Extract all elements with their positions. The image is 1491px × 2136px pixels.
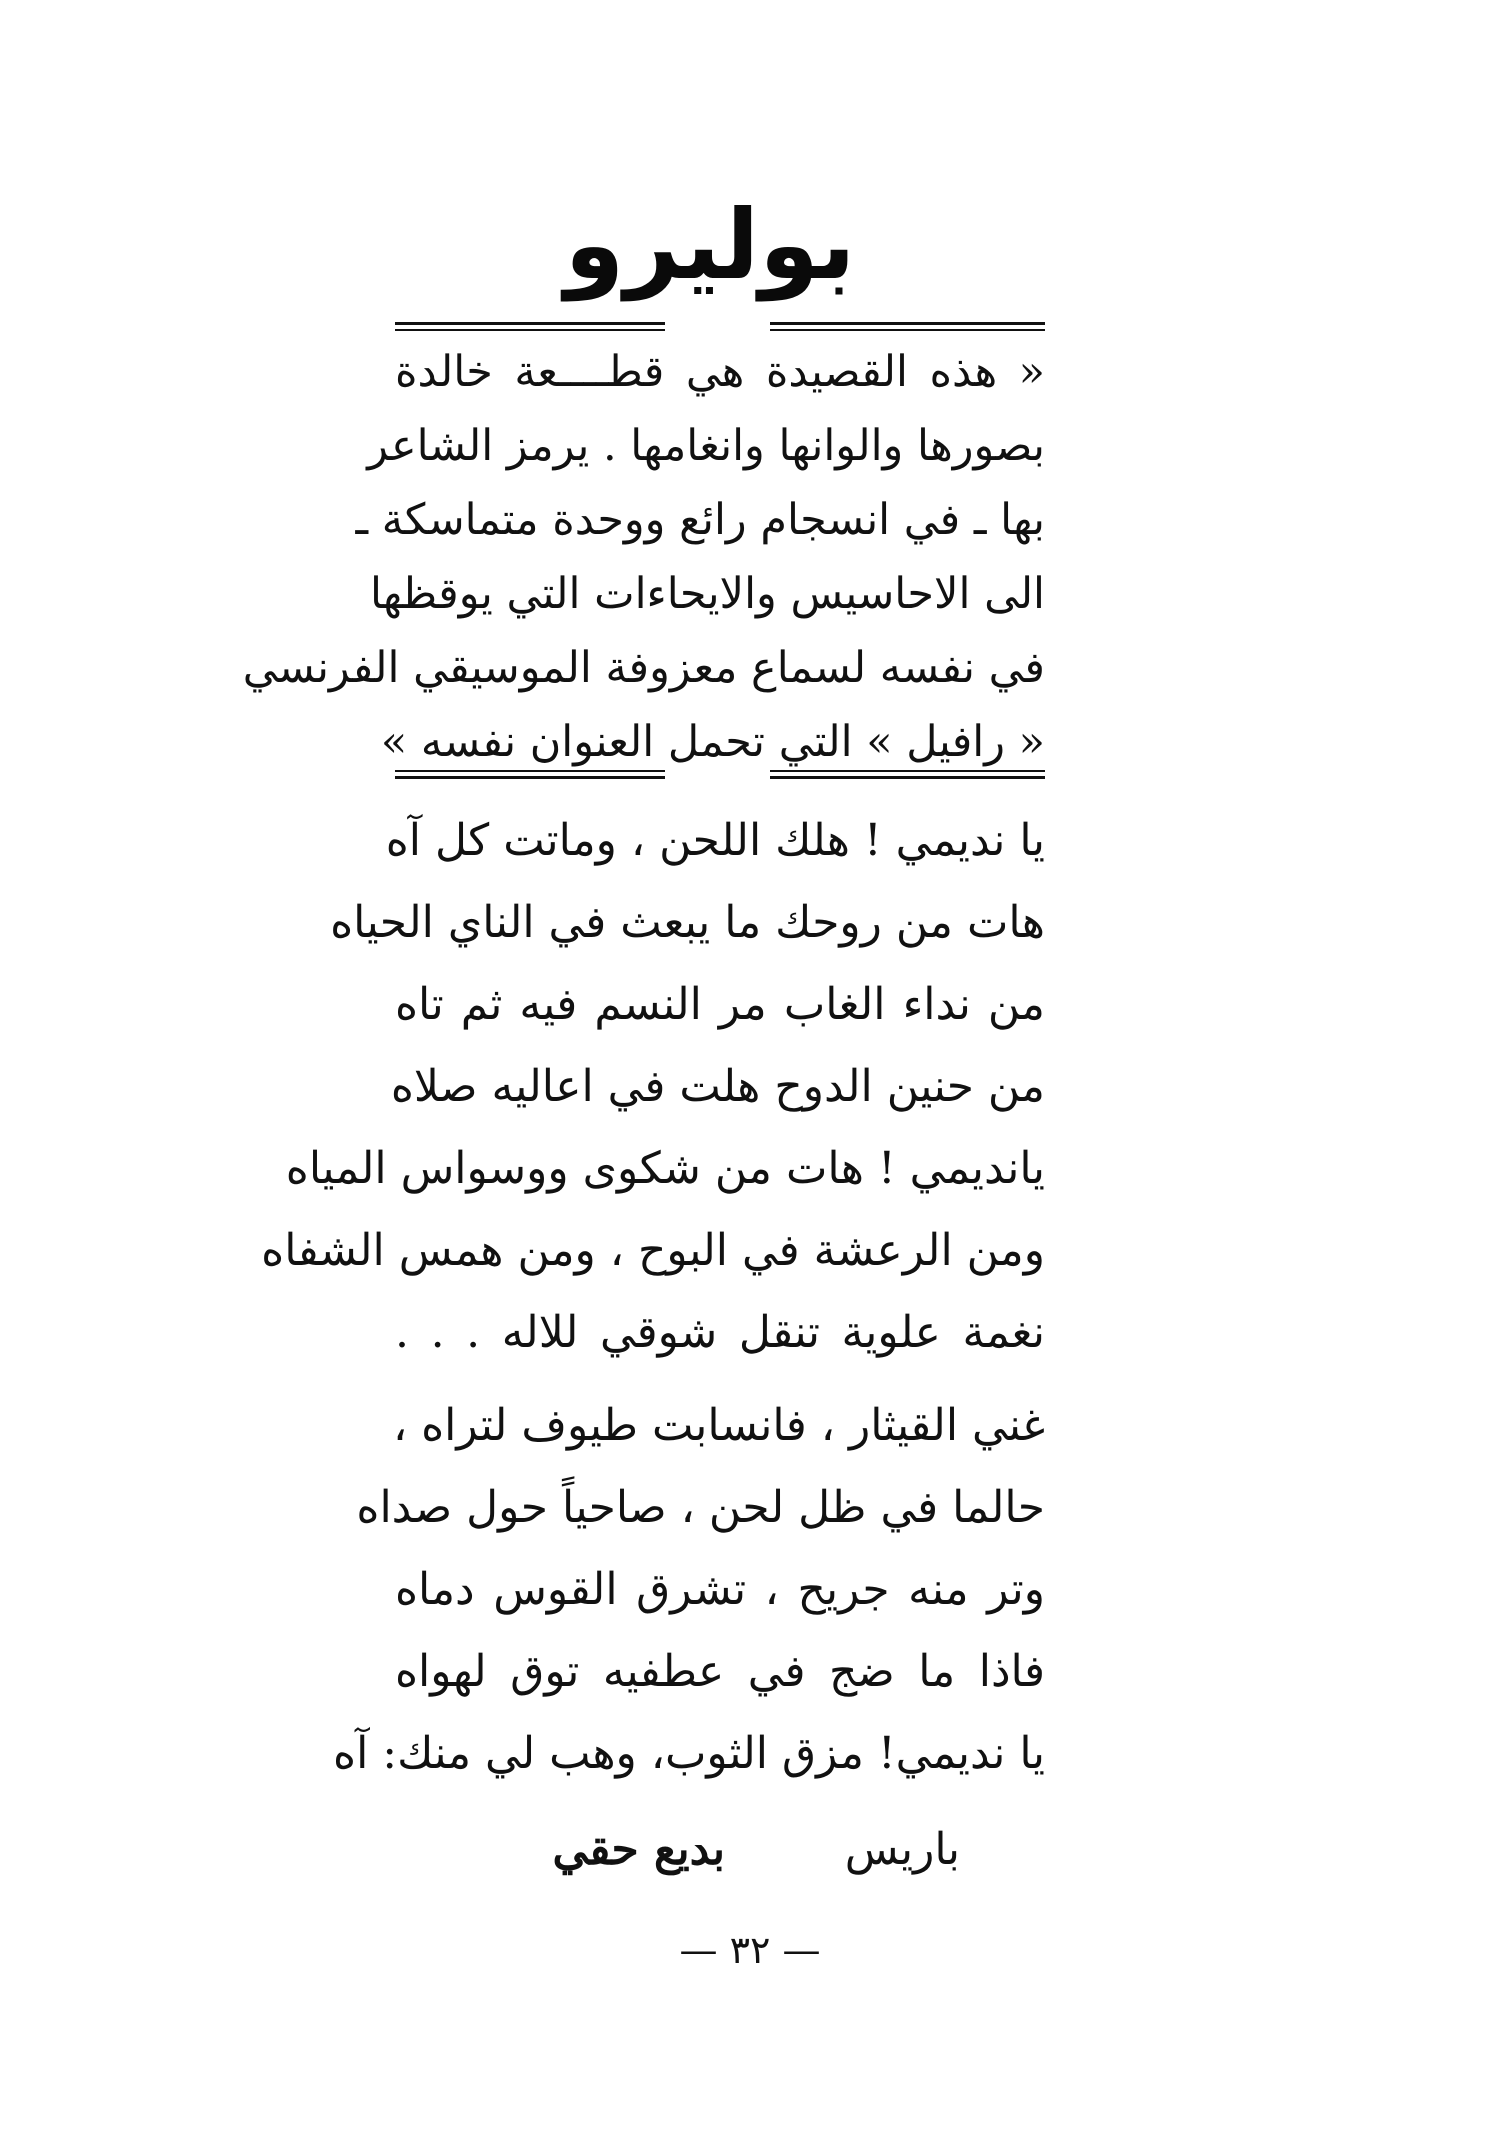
verse-line: يا نديمي ! هلك اللحن ، وماتت كل آه bbox=[385, 815, 1045, 866]
poem-stanza-2 bbox=[333, 1385, 1045, 1795]
verse-line: يا نديمي! مزق الثوب، وهب لي منك: آه bbox=[333, 1728, 1045, 1779]
intro-line: في نفسه لسماع معزوفة الموسيقي الفرنسي bbox=[242, 643, 1045, 693]
signature-city: باريس bbox=[844, 1824, 960, 1875]
intro-line: بها ـ في انسجام رائع ووحدة متماسكة ـ bbox=[355, 495, 1045, 545]
verse-line: نغمة علوية تنقل شوقي للاله . . . bbox=[395, 1307, 1045, 1358]
page-number: — ٣٢ — bbox=[679, 1928, 821, 1972]
poem-stanza-1 bbox=[261, 800, 1045, 1374]
poem-title: بوليرو bbox=[564, 189, 856, 301]
verse-line: حالما في ظل لحن ، صاحياً حول صداه bbox=[356, 1482, 1045, 1533]
verse-line: هات من روحك ما يبعث في الناي الحياه bbox=[330, 897, 1045, 948]
intro-note bbox=[242, 335, 1045, 779]
verse-line: من نداء الغاب مر النسم فيه ثم تاه bbox=[395, 979, 1045, 1030]
verse-line: يانديمي ! هات من شكوى ووسواس المياه bbox=[285, 1143, 1045, 1194]
intro-line: « رافيل » التي تحمل العنوان نفسه » bbox=[380, 717, 1045, 767]
intro-line: « هذه القصيدة هي قطــــعة خالدة bbox=[395, 347, 1045, 397]
signature bbox=[470, 1810, 970, 1890]
intro-line: الى الاحاسيس والايحاءات التي يوقظها bbox=[369, 569, 1045, 619]
verse-line: فاذا ما ضج في عطفيه توق لهواه bbox=[395, 1646, 1045, 1697]
verse-line: من حنين الدوح هلت في اعاليه صلاه bbox=[390, 1061, 1045, 1112]
verse-line: غني القيثار ، فانسابت طيوف لتراه ، bbox=[392, 1400, 1045, 1451]
signature-author: بديع حقي bbox=[552, 1824, 725, 1875]
intro-line: بصورها والوانها وانغامها . يرمز الشاعر bbox=[367, 421, 1045, 471]
verse-line: ومن الرعشة في البوح ، ومن همس الشفاه bbox=[261, 1225, 1045, 1276]
verse-line: وتر منه جريح ، تشرق القوس دماه bbox=[395, 1564, 1045, 1615]
